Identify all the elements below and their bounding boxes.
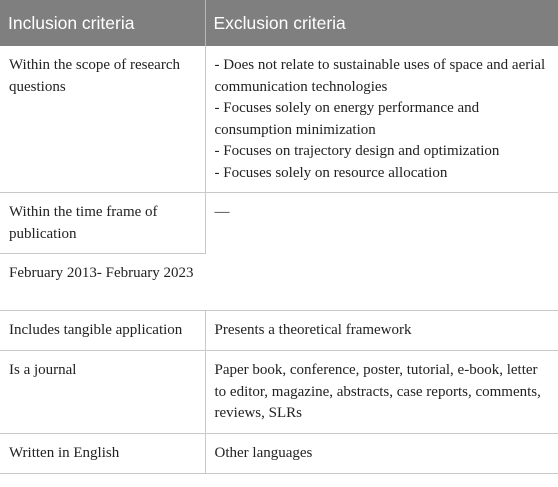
inclusion-cell-date-range: February 2013- February 2023: [0, 254, 205, 311]
inclusion-cell-time-frame: Within the time frame of publication: [0, 193, 205, 254]
inclusion-cell-journal: Is a journal: [0, 351, 205, 434]
inclusion-cell-language: Written in English: [0, 433, 205, 473]
exclusion-cell-language: Other languages: [205, 433, 558, 473]
table-row: [0, 433, 558, 473]
table-body: [0, 46, 558, 473]
exclusion-cell-application: Presents a theoretical framework: [205, 311, 558, 351]
table-header: [0, 0, 558, 46]
list-item: - Does not relate to sustainable uses of space and aerial communication technologies: [214, 57, 546, 95]
list-item: - Focuses on trajectory design and optimization: [214, 143, 500, 159]
table-row: [0, 46, 558, 193]
list-item: - Focuses solely on resource allocation: [214, 164, 448, 181]
table-row: [0, 311, 558, 351]
table-row: [0, 193, 558, 254]
exclusion-criteria-header: Exclusion criteria: [205, 0, 558, 46]
header-row: [0, 0, 558, 46]
inclusion-cell-scope: Within the scope of research questions: [0, 46, 205, 193]
list-item: - Focuses solely on energy performance and consumption minimization: [214, 100, 480, 138]
exclusion-cell-time-frame: —: [205, 193, 558, 311]
exclusion-scope-list: [215, 55, 551, 184]
exclusion-cell-journal: Paper book, conference, poster, tutorial, e-book, letter to editor, magazine, abstracts, case reports, comments, reviews, SLRs: [205, 351, 558, 434]
table-row: [0, 351, 558, 434]
inclusion-cell-application: Includes tangible application: [0, 311, 205, 351]
exclusion-cell-scope: [205, 46, 558, 193]
inclusion-criteria-header: Inclusion criteria: [0, 0, 205, 46]
